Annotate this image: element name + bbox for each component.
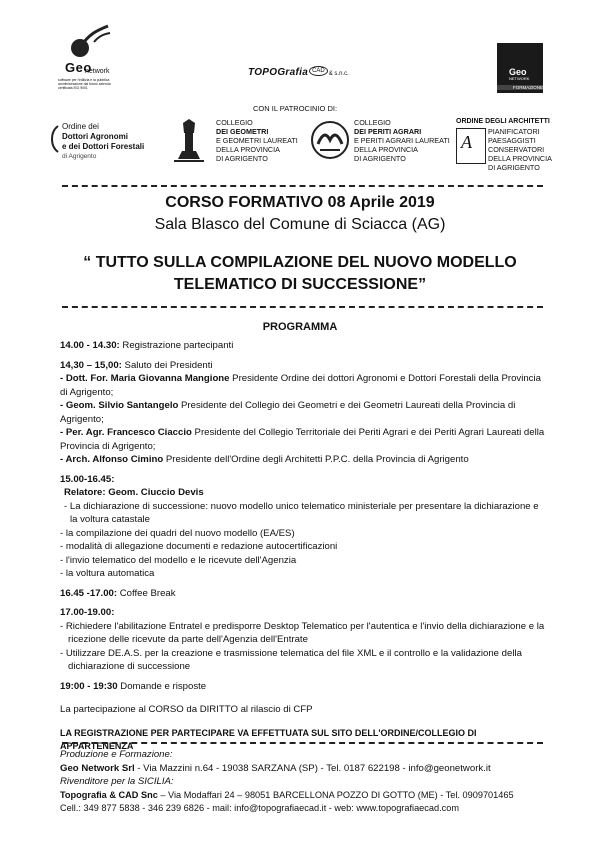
president-item	[60, 372, 545, 399]
topografia-contacts: Cell.: 349 877 5838 - 346 239 6826 - mail: info@topografiaecad.it - web: www.topografiaecad.com	[60, 803, 460, 813]
slot-time: 17.00-19.00:	[60, 607, 115, 618]
geo-formazione-logo	[497, 43, 543, 93]
president-name: - Arch. Alfonso Cimino	[60, 454, 164, 465]
periti-line-3: E PERITI AGRARI LAUREATI	[354, 136, 450, 145]
periti-line-2: DEI PERITI AGRARI	[354, 127, 422, 136]
slot-time: 19:00 - 19:30	[60, 680, 118, 692]
geo-formazione-sub: NETWORK	[509, 76, 530, 81]
topic-item: - l'invio telematico del modello e le ricevute dell'Agenzia	[60, 554, 297, 566]
president-item	[60, 453, 545, 467]
slot-pratica-time	[60, 606, 545, 620]
registration-note: LA REGISTRAZIONE PER PARTECIPARE VA EFFETTUATA SUL SITO DELL'ORDINE/COLLEGIO DI APPARTENENZA	[60, 727, 477, 751]
slot-time: 15.00-16.45:	[60, 473, 115, 485]
slot-text: Saluto dei Presidenti	[121, 359, 213, 371]
periti-line-5: DI AGRIGENTO	[354, 154, 406, 163]
agronomi-leaf-icon	[48, 124, 62, 154]
topic-item: - modalità di allegazione documenti e redazione autocertificazioni	[60, 541, 338, 552]
geometri-line-2: DEI GEOMETRI	[216, 127, 269, 136]
geo-network-sub: network	[85, 68, 110, 75]
architetti-line-2: PAESAGGISTI	[488, 136, 536, 145]
geo-formazione-name: Geo	[509, 67, 527, 77]
collegio-geometri	[216, 118, 298, 163]
geometri-line-5: DI AGRIGENTO	[216, 154, 268, 163]
slot-text: Coffee Break	[117, 587, 176, 599]
topic-item: - Richiedere l'abilitazione Entratel e predisporre Desktop Telematico per l'autentica e l'invio della dichiarazione e la ricezione delle ricevute da parte dell'Agenzia dell'Entrate	[60, 620, 545, 645]
agronomi-line-3: e dei Dottori Forestali	[62, 142, 145, 151]
president-role: Presidente Ordine dei dottori Agronomi e Dottori Forestali della Provincia di Agrigento;	[60, 373, 541, 398]
geometri-line-3: E GEOMETRI LAUREATI	[216, 136, 298, 145]
course-main-title-line-2: TELEMATICO DI SUCCESSIONE”	[173, 276, 427, 293]
produzione-label	[60, 748, 550, 762]
cad-badge: CAD	[309, 66, 328, 76]
geo-network-name: Geo	[65, 60, 92, 75]
president-name: - Dott. For. Maria Giovanna Mangione	[60, 373, 230, 384]
patronage-title: CON IL PATROCINIO DI:	[253, 104, 338, 113]
architetti-line-1: PIANIFICATORI	[488, 127, 540, 136]
architetti-line-4: DELLA PROVINCIA	[488, 154, 552, 163]
geo-network-logo	[58, 24, 118, 104]
geo-network-symbol-icon	[66, 24, 112, 60]
course-title: CORSO FORMATIVO 08 Aprile 2019	[165, 194, 435, 211]
relatore-name: Relatore: Geom. Ciuccio Devis	[64, 487, 204, 498]
course-venue: Sala Blasco del Comune di Sciacca (AG)	[154, 216, 446, 233]
architetti-logo-icon: A	[456, 128, 486, 164]
geometri-line-1: COLLEGIO	[216, 118, 253, 127]
slot-text: Domande e risposte	[117, 680, 207, 692]
president-name: - Per. Agr. Francesco Ciaccio	[60, 427, 192, 438]
agronomi-line-4: di Agrigento	[62, 153, 97, 160]
geo-network-address	[60, 762, 550, 776]
topic-item: - Utilizzare DE.A.S. per la creazione e trasmissione telematica del file XML e il controllo e la validazione della dichiarazione di successione	[60, 647, 522, 672]
slot-text: Registrazione partecipanti	[119, 340, 234, 351]
slot-time: 14.00 - 14.30:	[60, 340, 120, 351]
slot-registrazione	[60, 339, 545, 353]
topic-item: - la voltura automatica	[60, 568, 155, 579]
relatore	[60, 486, 545, 500]
geo-formazione-label: FORMAZIONE	[497, 85, 543, 90]
topo-company-name: Topografia & CAD Snc	[60, 789, 158, 800]
president-item	[60, 426, 545, 453]
geo-company-name: Geo Network Srl	[60, 762, 135, 774]
periti-line-4: DELLA PROVINCIA	[354, 145, 418, 154]
slot-domande	[60, 680, 545, 694]
topografia-logo	[248, 62, 368, 82]
topic-item: - la compilazione dei quadri del nuovo modello (EA/ES)	[60, 527, 295, 539]
architetti-line-3: CONSERVATORI	[488, 145, 545, 154]
president-item	[60, 399, 545, 426]
president-role: Presidente del Collegio Territoriale dei Periti Agrari e dei Periti Agrari Laureati della Provincia di Agrigento;	[60, 427, 545, 452]
president-role: Presidente dell'Ordine degli Architetti P.P.C. della Provincia di Agrigento	[163, 454, 469, 465]
divider-bottom	[62, 742, 543, 744]
produzione-label-text: Produzione e Formazione:	[60, 749, 173, 760]
slot-relazione-time	[60, 473, 545, 487]
slot-time: 14,30 – 15,00:	[60, 359, 122, 371]
geo-network-tagline: software per l'edilizia e la pubblica amministrazione dal futuro azienda certificata ISO 9001	[58, 78, 111, 90]
slot-saluto	[60, 359, 545, 373]
topografia-text: TOPOGrafia	[248, 67, 309, 78]
divider-mid	[62, 306, 543, 308]
geometri-emblem-icon	[170, 117, 208, 163]
ordine-architetti	[488, 127, 552, 172]
president-name: - Geom. Silvio Santangelo	[60, 400, 179, 411]
agronomi-line-1: Ordine dei	[62, 122, 99, 131]
ordine-architetti-title: ORDINE DEGLI ARCHITETTI	[456, 118, 550, 125]
agronomi-line-2: Dottori Agronomi	[62, 132, 128, 141]
rivenditore-label	[60, 775, 550, 789]
periti-line-1: COLLEGIO	[354, 118, 391, 127]
slot-coffee-break	[60, 587, 545, 601]
topic-item: - La dichiarazione di successione: nuovo modello unico telematico ministeriale per presentare la dichiarazione e la voltura catastale	[64, 500, 539, 525]
geo-company-address: - Via Mazzini n.64 - 19038 SARZANA (SP) - Tel. 0187 622198 - info@geonetwork.it	[134, 762, 491, 774]
snc-text: & s.n.c.	[328, 71, 349, 77]
slot-time: 16.45 -17.00:	[60, 587, 118, 599]
programma-title: PROGRAMMA	[262, 321, 338, 333]
collegio-periti-agrari	[354, 118, 450, 163]
cfp-note: La partecipazione al CORSO da DIRITTO al rilascio di CFP	[60, 704, 313, 715]
president-role: Presidente del Collegio dei Geometri e dei Geometri Laureati della Provincia di Agrigento;	[60, 400, 516, 425]
divider-top	[62, 185, 543, 187]
architetti-line-5: DI AGRIGENTO	[488, 163, 540, 172]
topografia-address	[60, 789, 550, 803]
course-main-title-line-1: “ TUTTO SULLA COMPILAZIONE DEL NUOVO MODELLO	[83, 254, 517, 271]
periti-agrari-emblem-icon	[310, 120, 350, 160]
footer	[60, 748, 550, 816]
rivenditore-label-text: Rivenditore per la SICILIA:	[60, 776, 174, 787]
topo-company-address: – Via Modaffari 24 – 98051 BARCELLONA POZZO DI GOTTO (ME) - Tel. 0909701465	[157, 789, 514, 800]
geometri-line-4: DELLA PROVINCIA	[216, 145, 280, 154]
programma-body	[60, 339, 545, 754]
